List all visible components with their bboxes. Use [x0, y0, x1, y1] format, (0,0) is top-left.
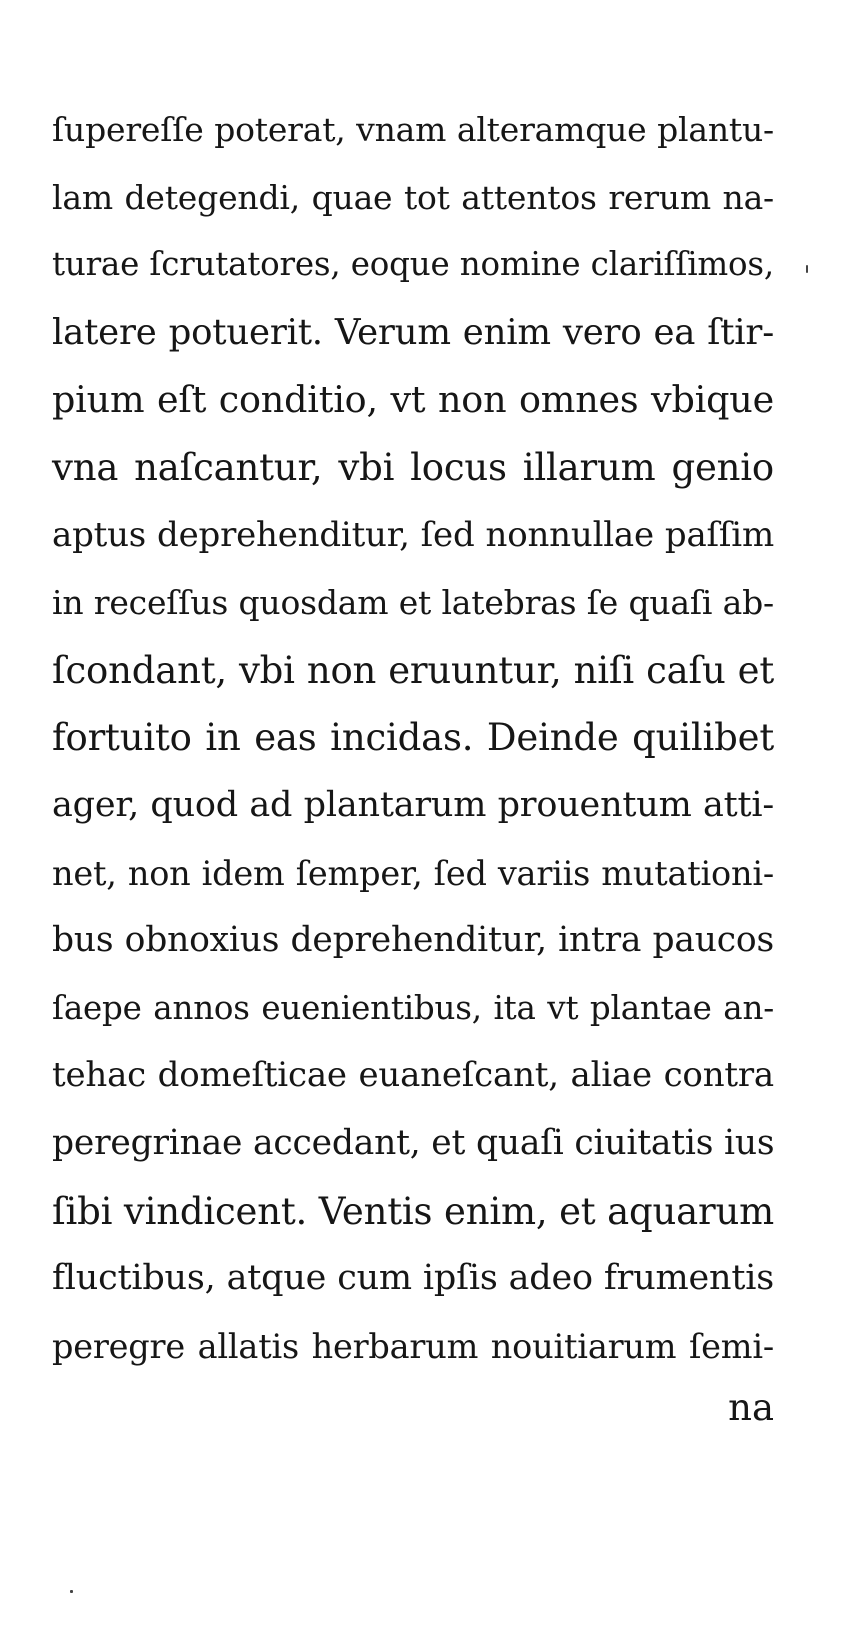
text-line: fortuito in eas incidas. Deinde quilibet: [52, 716, 774, 760]
text-line: ſibi vindicent. Ventis enim, et aquarum: [52, 1189, 774, 1233]
text-line: ſcondant, vbi non eruuntur, niſi caſu et: [52, 648, 774, 692]
text-line: lam detegendi, quae tot attentos rerum na-: [52, 177, 774, 217]
text-line: aptus deprehenditur, ſed nonnullae paſſim: [52, 514, 774, 555]
text-line: peregre allatis herbarum nouitiarum ſemi-: [52, 1326, 774, 1366]
text-line: fluctibus, atque cum ipſis adeo frumentis: [52, 1258, 774, 1299]
text-line: ſupereſſe poterat, vnam alteramque plantu-: [52, 110, 774, 149]
text-line: bus obnoxius deprehenditur, intra paucos: [52, 920, 774, 961]
ink-speck: [70, 1590, 73, 1593]
body-text: [52, 96, 774, 1380]
text-line: tehac domeſticae euaneſcant, aliae contra: [52, 1055, 774, 1096]
text-line: pium eſt conditio, vt non omnes vbique: [52, 378, 774, 422]
text-line: ager, quod ad plantarum prouentum atti-: [52, 784, 774, 825]
text-line: turae ſcrutatores, eoque nomine clariſſimos,: [52, 245, 774, 284]
text-line: vna naſcantur, vbi locus illarum genio: [52, 445, 774, 489]
text-line: net, non idem ſemper, ſed variis mutationi-: [52, 853, 774, 893]
text-line: ſaepe annos euenientibus, ita vt plantae an-: [52, 988, 774, 1027]
catchword: na: [728, 1386, 774, 1429]
text-line: in receſſus quosdam et latebras ſe quaſi ab-: [52, 583, 774, 623]
text-line: peregrinae accedant, et quaſi ciuitatis ius: [52, 1122, 775, 1163]
text-line: latere potuerit. Verum enim vero ea ſtir-: [52, 311, 774, 353]
ink-speck: [806, 265, 808, 273]
